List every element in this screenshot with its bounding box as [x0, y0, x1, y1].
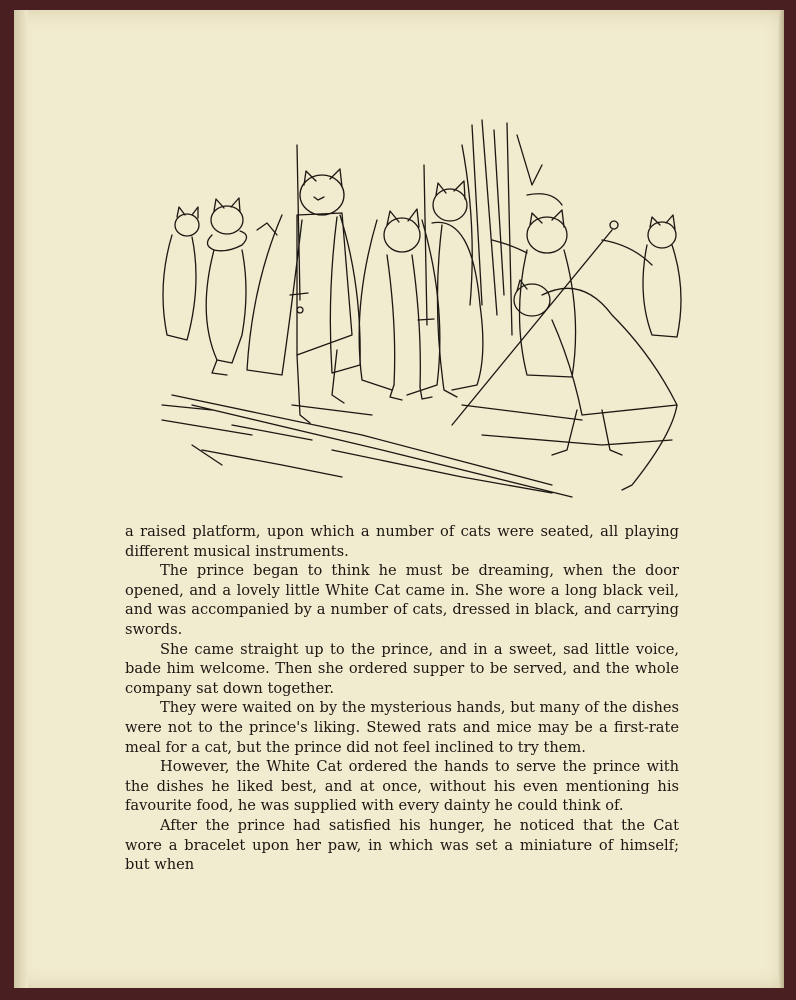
- story-text: [125, 522, 679, 875]
- book-page: [14, 10, 784, 988]
- sword-cat-two: [418, 165, 483, 397]
- cat-left-group: [163, 198, 277, 375]
- paragraph-3: She came straight up to the prince, and in a sweet, sad little voice, bade him welcome. Then she ordered supper to be served, and the whole company sat down together.: [125, 640, 679, 697]
- page-gutter: [14, 10, 28, 988]
- white-cat: [359, 209, 440, 400]
- paragraph-6: After the prince had satisfied his hunger, he noticed that the Cat wore a bracelet upon her paw, in which was set a miniature of himself; but when: [125, 816, 679, 874]
- sword-cat-one: [247, 145, 360, 423]
- bowing-cat: [452, 221, 677, 490]
- cats-procession-illustration: [132, 105, 692, 505]
- floor-lines: [162, 395, 672, 497]
- paragraph-2: The prince began to think he must be dreaming, when the door opened, and a lovely little White Cat came in. She wore a long black veil, and was accompanied by a number of cats, dressed in black, and carrying swords.: [125, 562, 679, 638]
- paragraph-4: They were waited on by the mysterious hands, but many of the dishes were not to the prince's liking. Stewed rats and mice may be a first-rate meal for a cat, but the prince did not feel inclined to try them.: [125, 699, 679, 756]
- paragraph-5: However, the White Cat ordered the hands to serve the prince with the dishes he liked best, and at once, without his even mentioning his favourite food, he was supplied with every dainty he could think of.: [125, 758, 679, 815]
- paragraph-1: a raised platform, upon which a number of cats were seated, all playing different musical instruments.: [125, 523, 679, 560]
- page-edge: [778, 10, 784, 988]
- curtain: [462, 120, 562, 335]
- background-cat-right: [492, 210, 681, 377]
